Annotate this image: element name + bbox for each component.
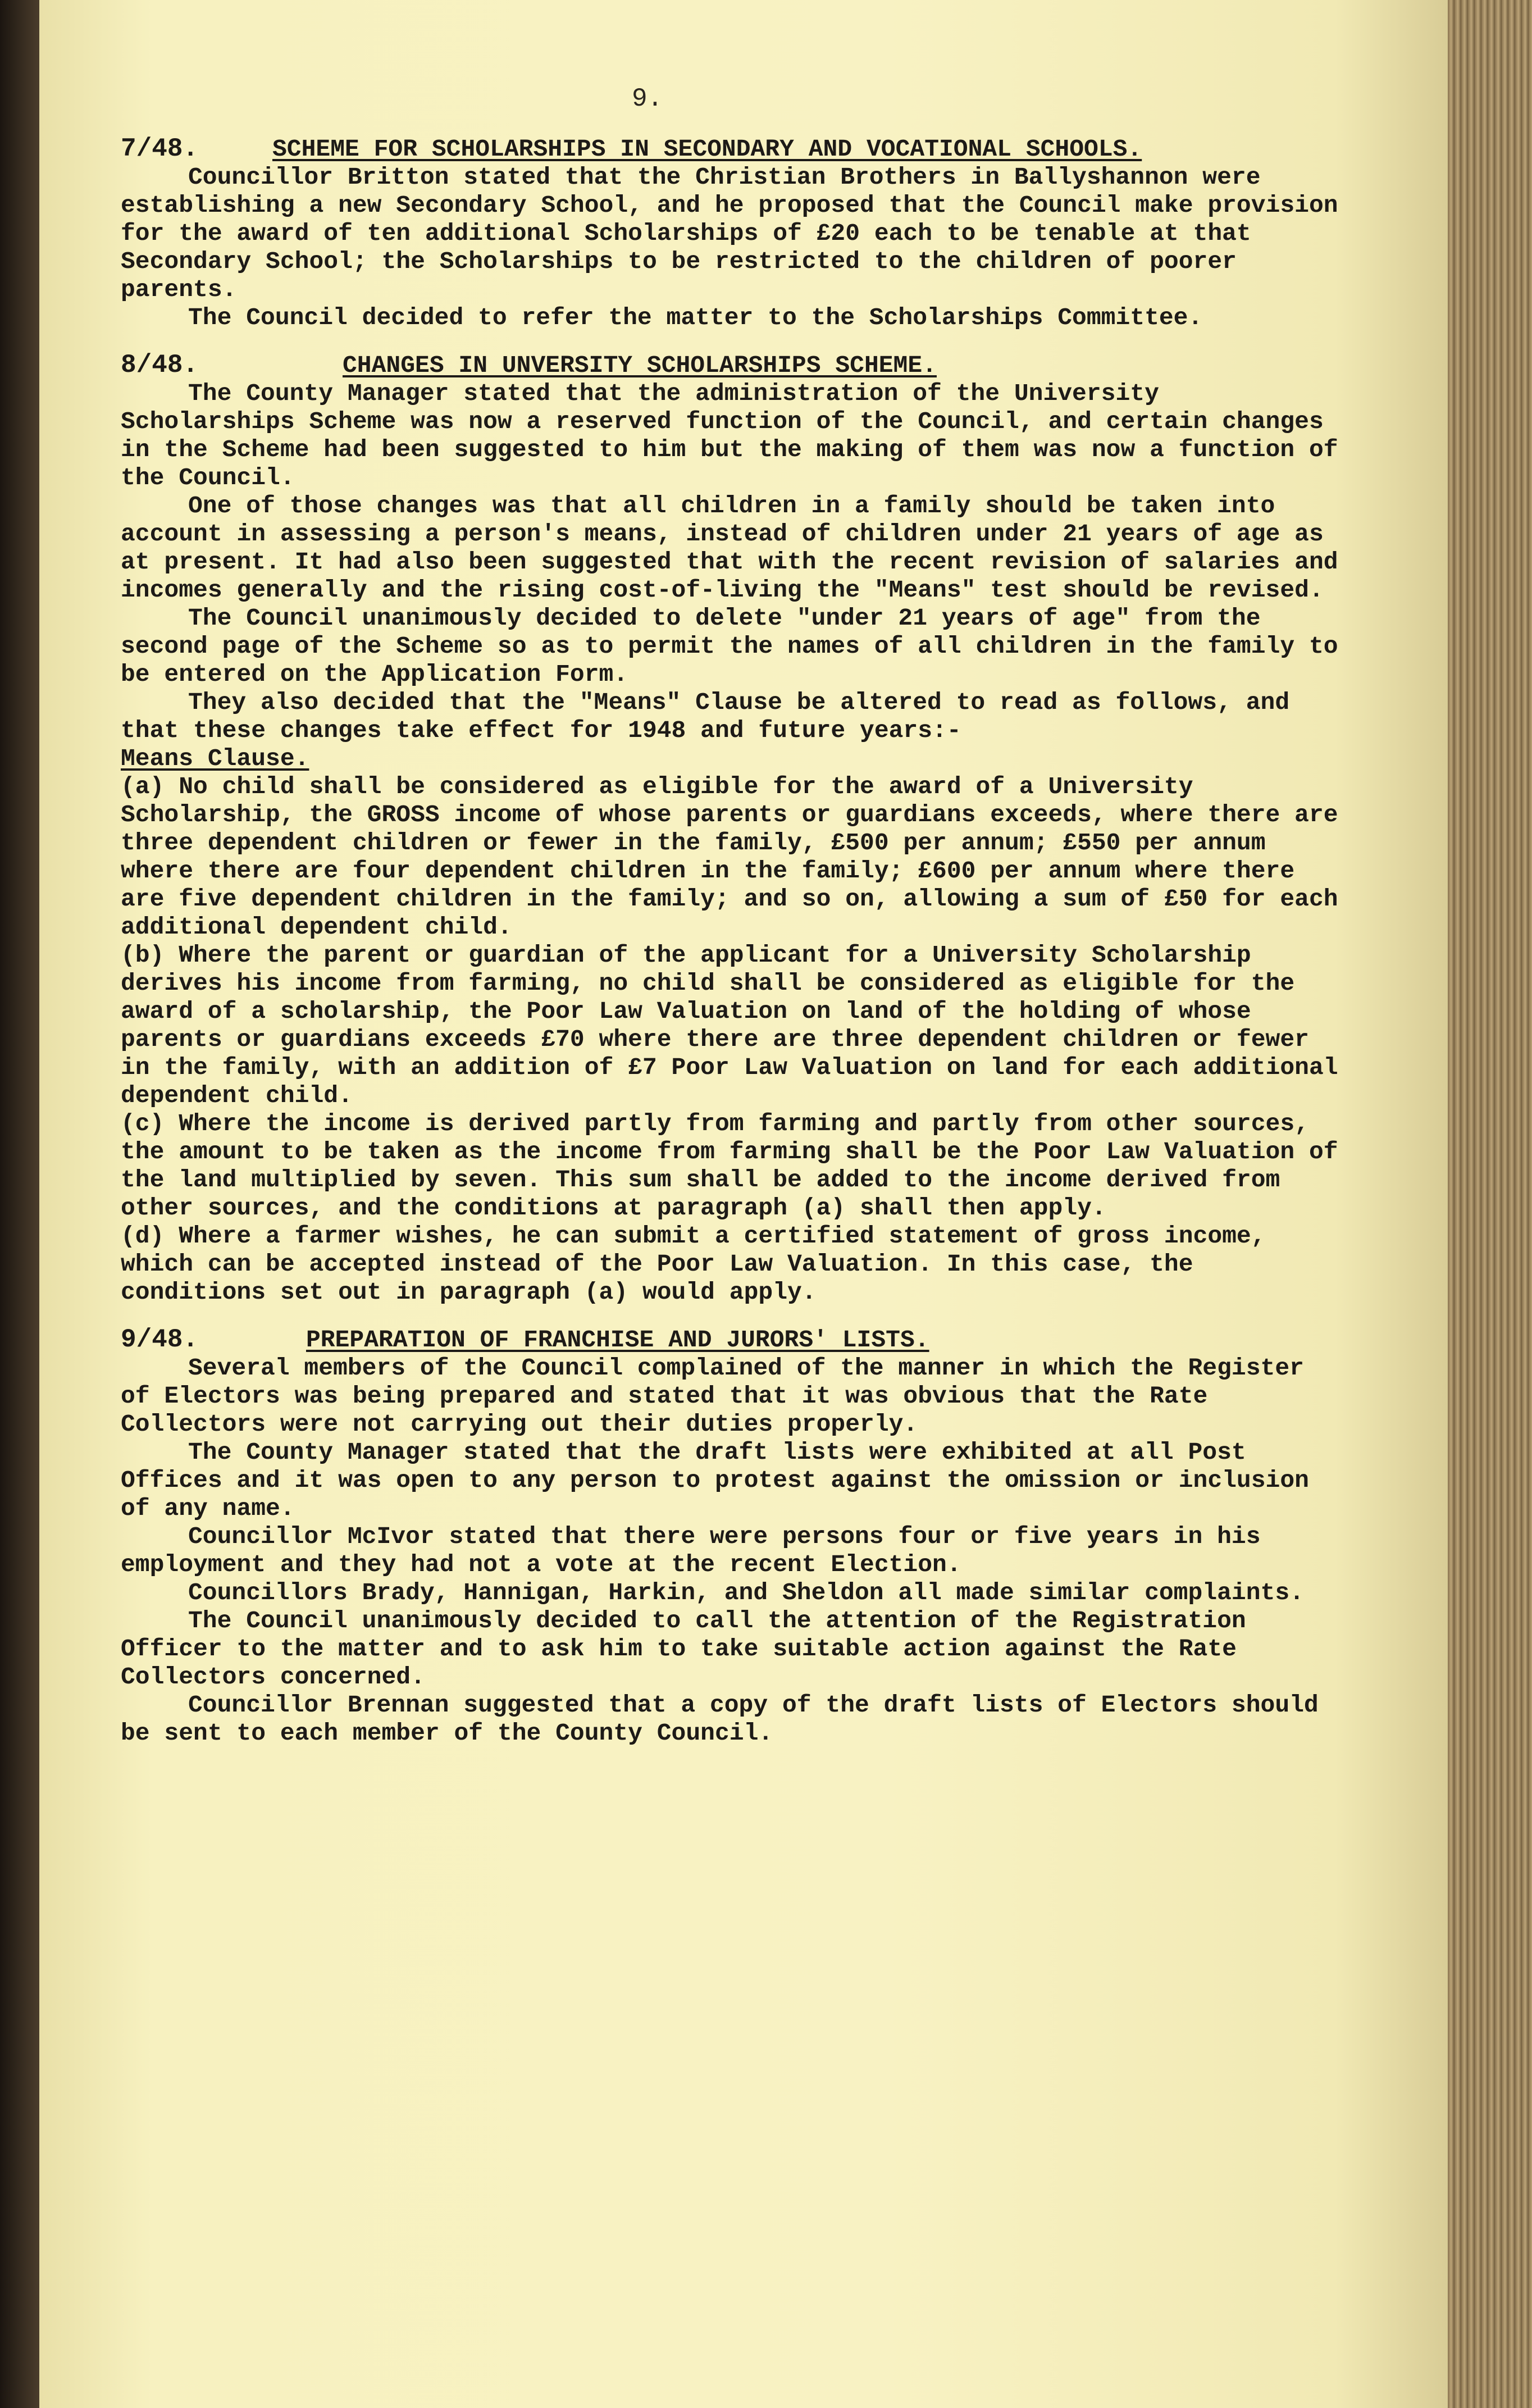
- minute-section: [121, 350, 1353, 1307]
- paragraph: Several members of the Council complained of the manner in which the Register of Electors was being prepared and stated that it was obvious that the Rate Collectors were not carrying out their duties properly.: [121, 1354, 1319, 1438]
- paragraph: The Council unanimously decided to delete "under 21 years of age" from the second page of the Scheme so as to permit the names of all children in the family to be entered on the Application Form.: [121, 604, 1353, 688]
- paragraph: One of those changes was that all children in a family should be taken into account in assessing a person's means, instead of children under 21 years of age as at present. It had also been suggested that with the recent revision of salaries and incomes generally and the rising cost-of-living the "Means" test should be revised.: [121, 492, 1353, 604]
- paragraph: Councillors Brady, Hannigan, Harkin, and Sheldon all made similar complaints.: [188, 1579, 1304, 1606]
- page-number: 9.: [632, 84, 663, 113]
- section-title: CHANGES IN UNVERSITY SCHOLARSHIPS SCHEME.: [343, 352, 937, 379]
- minute-section: [121, 134, 1353, 332]
- paragraph: They also decided that the "Means" Clause be altered to read as follows, and that these changes take effect for 1948 and future years:-: [121, 689, 1304, 744]
- clause-b: (b) Where the parent or guardian of the applicant for a University Scholarship derives his income from farming, no child shall be considered as eligible for the award of a scholarship, the Poor Law Valuation on land of the holding of whose parents or guardians exceeds £70 where there are three dependent children or fewer in the family, with an addition of £7 Poor Law Valuation on land for each additional dependent child.: [121, 941, 1353, 1109]
- paragraph: The County Manager stated that the draft lists were exhibited at all Post Offices and it was open to any person to protest against the omission or inclusion of any name.: [121, 1439, 1324, 1522]
- clause-c: (c) Where the income is derived partly from farming and partly from other sources, the amount to be taken as the income from farming shall be the Poor Law Valuation of the land multiplied by seven. This sum shall be added to the income derived from other sources, and the conditions at paragraph (a) shall then apply.: [121, 1110, 1353, 1222]
- book-binding-edge: [0, 0, 39, 2408]
- minute-section: [121, 1326, 1345, 1747]
- section-number: 8/48.: [121, 350, 199, 380]
- section-heading: [121, 1326, 1345, 1354]
- paragraph: Councillor Brennan suggested that a copy of the draft lists of Electors should be sent to each member of the County Council.: [121, 1691, 1333, 1747]
- paragraph: Councillor McIvor stated that there were persons four or five years in his employment and they had not a vote at the recent Election.: [121, 1523, 1275, 1578]
- means-clause-heading: Means Clause.: [121, 745, 309, 772]
- section-heading: [121, 351, 1345, 380]
- section-number: 9/48.: [121, 1325, 199, 1354]
- paragraph: Councillor Britton stated that the Christian Brothers in Ballyshannon were establishing a new Secondary School, and he proposed that the Council make provision for the award of ten additional Scholarships of £20 each to be tenable at that Secondary School; the Scholarships to be restricted to the children of poorer parents.: [121, 163, 1353, 303]
- section-title: PREPARATION OF FRANCHISE AND JURORS' LISTS.: [306, 1326, 929, 1354]
- clause-a: (a) No child shall be considered as eligible for the award of a University Scholarship, the GROSS income of whose parents or guardians exceeds, where there are three dependent children or fewer in the family, £500 per annum; £550 per annum where there are four dependent children in the family; £600 per annum where there are five dependent children in the family; and so on, allowing a sum of £50 for each additional dependent child.: [121, 773, 1353, 941]
- section-heading: [121, 135, 1345, 163]
- book-page-edges: [1448, 0, 1532, 2408]
- clause-d: (d) Where a farmer wishes, he can submit a certified statement of gross income, which can be accepted instead of the Poor Law Valuation. In this case, the conditions set out in paragraph (a) would apply.: [121, 1222, 1280, 1306]
- paragraph: The County Manager stated that the administration of the University Scholarships Scheme was now a reserved function of the Council, and certain changes in the Scheme had been suggested to him but the making of them was now a function of the Council.: [121, 380, 1353, 491]
- section-number: 7/48.: [121, 134, 199, 163]
- minutes-content: [121, 134, 1353, 1760]
- document-page: [39, 0, 1448, 2408]
- paragraph: The Council unanimously decided to call the attention of the Registration Officer to the matter and to ask him to take suitable action against the Rate Collectors concerned.: [121, 1607, 1261, 1691]
- section-title: SCHEME FOR SCHOLARSHIPS IN SECONDARY AND VOCATIONAL SCHOOLS.: [272, 135, 1142, 163]
- paragraph: The Council decided to refer the matter to the Scholarships Committee.: [188, 304, 1203, 331]
